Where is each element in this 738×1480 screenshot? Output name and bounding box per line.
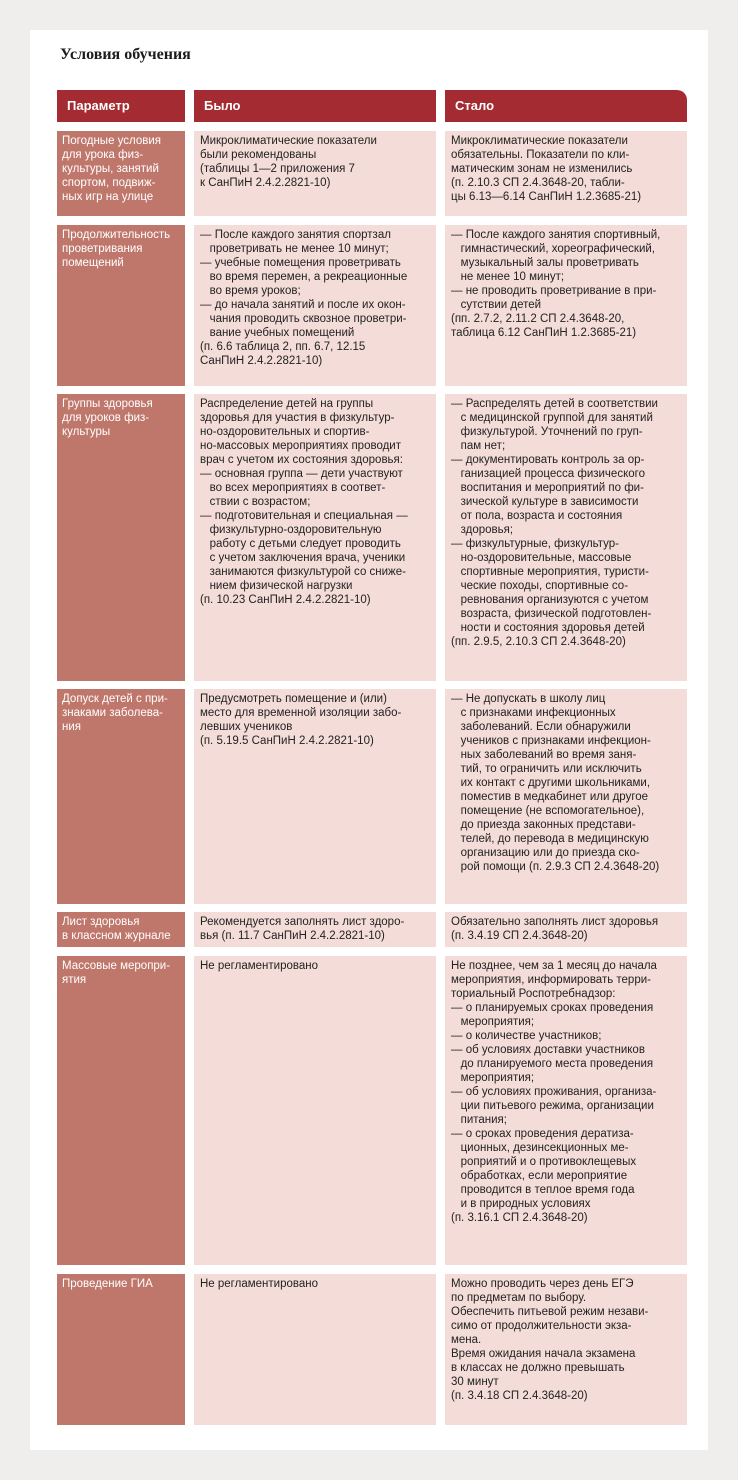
cell-line: по предметам по выбору. [451, 1292, 587, 1304]
cell-line: гимнастический, хореографический, [451, 243, 655, 255]
cell-line: Допуск детей с при- [62, 693, 168, 705]
header-after: Стало [445, 90, 687, 122]
cell-line: (п. 3.16.1 СП 2.4.3648-20) [451, 1212, 588, 1224]
row-after [445, 956, 687, 1265]
cell-line: мероприятия; [451, 1072, 535, 1084]
cell-line: — Распределять детей в соответствии [451, 398, 658, 410]
cell-line: (пп. 2.9.5, 2.10.3 СП 2.4.3648-20) [451, 636, 626, 648]
cell-line: Микроклиматические показатели [200, 135, 377, 147]
cell-line: Можно проводить через день ЕГЭ [451, 1278, 634, 1290]
cell-line: цы 6.13—6.14 СанПиН 1.2.3685-21) [451, 191, 642, 203]
cell-line: Время ожидания начала экзамена [451, 1348, 636, 1360]
row-param [57, 131, 185, 216]
cell-line: и в природных условиях [451, 1198, 591, 1210]
cell-line: (пп. 2.7.2, 2.11.2 СП 2.4.3648-20, [451, 313, 625, 325]
cell-line: ятия [62, 974, 87, 986]
cell-line: культуры [62, 426, 111, 438]
cell-line: учеников с признаками инфекцион- [451, 735, 651, 747]
row-param [57, 394, 185, 681]
cell-line: от пола, возраста и состояния [451, 510, 623, 522]
cell-line: — о сроках проведения дератиза- [451, 1128, 634, 1140]
cell-line: питания; [451, 1114, 507, 1126]
cell-line: Рекомендуется заполнять лист здоро- [200, 916, 405, 928]
cell-line: мероприятия; [451, 1016, 535, 1028]
cell-line: в классном журнале [62, 930, 171, 942]
cell-line: организацию или до приезда ско- [451, 847, 640, 859]
cell-line: мероприятия, информировать терри- [451, 974, 651, 986]
cell-line: роприятий и о противоклещевых [451, 1156, 637, 1168]
cell-line: до планируемого места проведения [451, 1058, 654, 1070]
cell-line: помещение (не вспомогательное), [451, 805, 645, 817]
cell-line: ционных, дезинсекционных ме- [451, 1142, 629, 1154]
cell-line: Не регламентировано [200, 1278, 318, 1290]
cell-line: врач с учетом их состояния здоровья: [200, 454, 403, 466]
cell-line: место для временной изоляции забо- [200, 707, 402, 719]
cell-line: Обязательно заполнять лист здоровья [451, 916, 659, 928]
row-before [194, 394, 436, 681]
row-before [194, 912, 436, 947]
cell-line: к СанПиН 2.4.2.2821-10) [200, 177, 331, 189]
cell-line: культуры, занятий [62, 163, 159, 175]
cell-line: спортом, подвиж- [62, 177, 156, 189]
cell-line: во время уроков; [200, 285, 301, 297]
row-after [445, 394, 687, 681]
row-after [445, 131, 687, 216]
cell-line: помещений [62, 257, 124, 269]
cell-line: здоровья; [451, 524, 514, 536]
cell-line: Обеспечить питьевой режим незави- [451, 1306, 649, 1318]
cell-line: ных игр на улице [62, 191, 154, 203]
row-before [194, 225, 436, 386]
row-param [57, 956, 185, 1265]
cell-line: Не регламентировано [200, 960, 318, 972]
cell-line: (п. 3.4.18 СП 2.4.3648-20) [451, 1390, 588, 1402]
cell-line: (п. 3.4.19 СП 2.4.3648-20) [451, 930, 588, 942]
cell-line: работу с детьми следует проводить [200, 538, 401, 550]
cell-line: проветривать не менее 10 минут; [200, 243, 389, 255]
row-after [445, 912, 687, 947]
cell-line: физкультурой. Уточнений по груп- [451, 426, 643, 438]
cell-line: не менее 10 минут; [451, 271, 565, 283]
cell-line: тий, то ограничить или исключить [451, 763, 642, 775]
cell-line: вание учебных помещений [200, 327, 355, 339]
cell-line: — об условиях проживания, организа- [451, 1086, 657, 1098]
cell-line: здоровья для участия в физкультур- [200, 412, 395, 424]
cell-line: ции питьевого режима, организации [451, 1100, 654, 1112]
cell-line: физкультурно-оздоровительную [200, 524, 382, 536]
cell-line: — учебные помещения проветривать [200, 257, 401, 269]
cell-line: заболеваний. Если обнаружили [451, 721, 631, 733]
cell-line: (п. 6.6 таблица 2, пп. 6.7, 12.15 [200, 341, 366, 353]
cell-line: — физкультурные, физкультур- [451, 538, 619, 550]
cell-line: вья (п. 11.7 СанПиН 2.4.2.2821-10) [200, 930, 385, 942]
cell-line: — документировать контроль за ор- [451, 454, 645, 466]
cell-line: Группы здоровья [62, 398, 153, 410]
cell-line: (п. 10.23 СанПиН 2.4.2.2821-10) [200, 594, 371, 606]
cell-line: Массовые меропри- [62, 960, 171, 972]
cell-line: телей, до перевода в медицинскую [451, 833, 649, 845]
cell-line: матическим зонам не изменились [451, 163, 633, 175]
cell-line: — об условиях доставки участников [451, 1044, 645, 1056]
cell-line: таблица 6.12 СанПиН 1.2.3685-21) [451, 327, 637, 339]
cell-line: проветривания [62, 243, 143, 255]
cell-line: во время перемен, а рекреационные [200, 271, 408, 283]
cell-line: — о количестве участников; [451, 1030, 602, 1042]
cell-line: ревнования организуются с учетом [451, 594, 649, 606]
cell-line: с учетом заключения врача, ученики [200, 552, 406, 564]
cell-line: ческие походы, спортивные со- [451, 580, 629, 592]
cell-line: музыкальный залы проветривать [451, 257, 639, 269]
cell-line: — подготовительная и специальная — [200, 510, 408, 522]
row-before [194, 1274, 436, 1425]
row-param [57, 912, 185, 947]
cell-line: (таблицы 1—2 приложения 7 [200, 163, 355, 175]
cell-line: пам нет; [451, 440, 506, 452]
cell-line: — основная группа — дети участвуют [200, 468, 403, 480]
cell-line: Микроклиматические показатели [451, 135, 628, 147]
cell-line: симо от продолжительности экза- [451, 1320, 632, 1332]
cell-line: но-массовых мероприятиях проводит [200, 440, 401, 452]
row-param [57, 1274, 185, 1425]
cell-line: ствии с возрастом; [200, 496, 311, 508]
cell-line: в классах не должно превышать [451, 1362, 625, 1374]
cell-line: (п. 2.10.3 СП 2.4.3648-20, табли- [451, 177, 625, 189]
cell-line: зической культуре в зависимости [451, 496, 639, 508]
cell-line: рой помощи (п. 2.9.3 СП 2.4.3648-20) [451, 861, 660, 873]
cell-line: Не позднее, чем за 1 месяц до начала [451, 960, 657, 972]
cell-line: но-оздоровительных и спортив- [200, 426, 370, 438]
cell-line: Распределение детей на группы [200, 398, 374, 410]
cell-line: обработках, если мероприятие [451, 1170, 628, 1182]
cell-line: Проведение ГИА [62, 1278, 153, 1290]
cell-line: знаками заболева- [62, 707, 163, 719]
cell-line: поместив в медкабинет или другое [451, 791, 649, 803]
cell-line: СанПиН 2.4.2.2821-10) [200, 355, 323, 367]
row-after [445, 1274, 687, 1425]
header-param: Параметр [57, 90, 185, 122]
cell-line: до приезда законных представи- [451, 819, 636, 831]
cell-line: нием физической нагрузки [200, 580, 353, 592]
cell-line: во всех мероприятиях в соответ- [200, 482, 386, 494]
row-before [194, 131, 436, 216]
cell-line: но-оздоровительные, массовые [451, 552, 632, 564]
cell-line: ния [62, 721, 82, 733]
cell-line: воспитания и мероприятий по фи- [451, 482, 644, 494]
cell-line: (п. 5.19.5 СанПиН 2.4.2.2821-10) [200, 735, 374, 747]
cell-line: ганизацией процесса физического [451, 468, 645, 480]
header-before: Было [194, 90, 436, 122]
cell-line: мена. [451, 1334, 482, 1346]
cell-line: — После каждого занятия спортзал [200, 229, 391, 241]
page-title: Условия обучения [60, 46, 191, 63]
cell-line: Предусмотреть помещение и (или) [200, 693, 387, 705]
row-param [57, 689, 185, 904]
cell-line: сутствии детей [451, 299, 542, 311]
cell-line: были рекомендованы [200, 149, 317, 161]
cell-line: — не проводить проветривание в при- [451, 285, 657, 297]
cell-line: обязательны. Показатели по кли- [451, 149, 630, 161]
cell-line: для урока физ- [62, 149, 144, 161]
cell-line: ных заболеваний во время заня- [451, 749, 637, 761]
cell-line: занимаются физкультурой со сниже- [200, 566, 406, 578]
row-before [194, 689, 436, 904]
cell-line: левших учеников [200, 721, 293, 733]
cell-line: 30 минут [451, 1376, 499, 1388]
cell-line: Лист здоровья [62, 916, 140, 928]
row-before [194, 956, 436, 1265]
cell-line: с медицинской группой для занятий [451, 412, 653, 424]
cell-line: Продолжительность [62, 229, 171, 241]
cell-line: для уроков физ- [62, 412, 150, 424]
cell-line: — до начала занятий и после их окон- [200, 299, 406, 311]
cell-line: Погодные условия [62, 135, 162, 147]
cell-line: проводится в теплое время года [451, 1184, 635, 1196]
cell-line: возраста, физической подготовлен- [451, 608, 652, 620]
row-after [445, 689, 687, 904]
row-param [57, 225, 185, 386]
cell-line: чания проводить сквозное проветри- [200, 313, 407, 325]
cell-line: их контакт с другими школьниками, [451, 777, 651, 789]
cell-line: с признаками инфекционных [451, 707, 616, 719]
cell-line: — о планируемых сроках проведения [451, 1002, 654, 1014]
cell-line: — Не допускать в школу лиц [451, 693, 606, 705]
cell-line: спортивные мероприятия, туристи- [451, 566, 649, 578]
cell-line: ториальный Роспотребнадзор: [451, 988, 616, 1000]
cell-line: ности и состояния здоровья детей [451, 622, 645, 634]
row-after [445, 225, 687, 386]
cell-line: — После каждого занятия спортивный, [451, 229, 661, 241]
